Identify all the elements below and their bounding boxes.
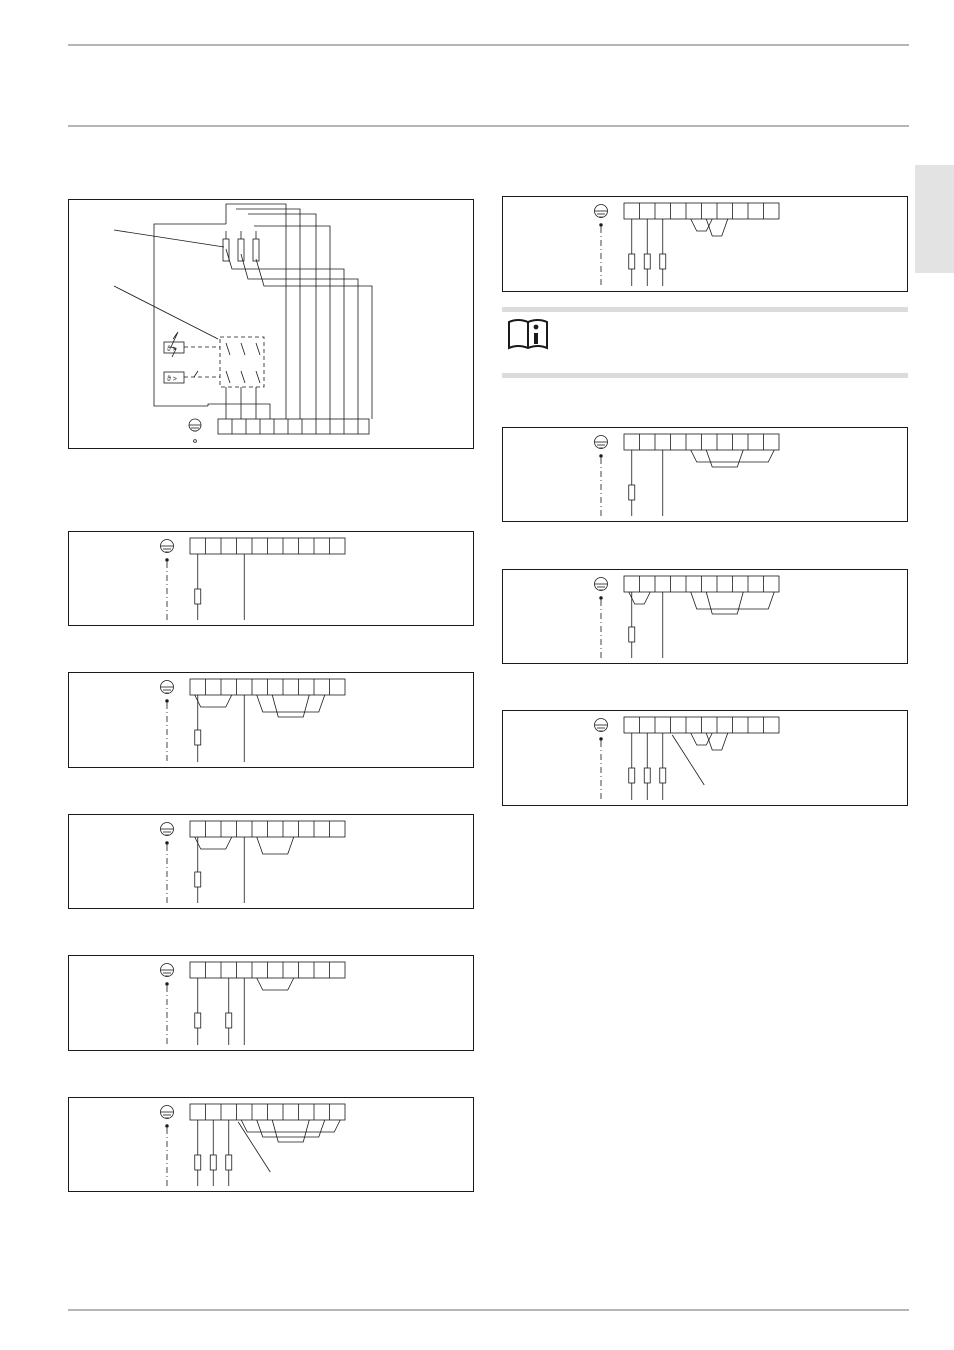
earth-terminal <box>600 455 603 458</box>
bridge-link <box>257 1120 325 1137</box>
earth-terminal <box>166 842 169 845</box>
note-bar-bottom <box>502 373 908 378</box>
fuse <box>660 254 666 269</box>
fuse <box>629 627 635 642</box>
earth-terminal <box>166 1125 169 1128</box>
earth-terminal <box>600 224 603 227</box>
bridge-link <box>691 592 775 609</box>
earth-terminal <box>166 700 169 703</box>
bridge-link <box>272 1120 309 1142</box>
callout-leader <box>672 735 704 785</box>
earth-terminal <box>600 597 603 600</box>
header-rule-bottom <box>68 125 909 127</box>
wiring-diagram-6 <box>502 196 908 292</box>
wiring-diagram-8 <box>502 569 908 664</box>
bridge-link <box>706 450 743 467</box>
svg-text:ϑ >: ϑ > <box>167 376 177 383</box>
main-wiring-diagram <box>68 199 474 449</box>
wiring-diagram-5 <box>68 1097 474 1192</box>
fuse <box>644 254 650 269</box>
fuse <box>195 1013 201 1028</box>
bridge-link <box>691 219 713 231</box>
fuse <box>195 589 201 604</box>
fuse <box>660 768 666 783</box>
bridge-link <box>706 219 728 236</box>
bridge-link <box>691 733 713 745</box>
svg-text:ϑ >: ϑ > <box>167 346 177 353</box>
bridge-link <box>257 695 325 712</box>
diagram-frame <box>69 673 474 768</box>
fuse <box>195 1155 201 1170</box>
fuse <box>210 1155 216 1170</box>
diagram-frame <box>69 815 474 909</box>
wiring-diagram-3 <box>68 814 474 909</box>
diagram-frame <box>503 711 908 806</box>
wiring-diagram-9 <box>502 710 908 806</box>
fuse <box>629 254 635 269</box>
bridge-link <box>195 837 232 849</box>
callout-leader <box>238 1122 270 1172</box>
diagram-frame <box>503 428 908 522</box>
note-bar-top <box>502 307 908 312</box>
earth-terminal <box>166 983 169 986</box>
bridge-link <box>691 450 775 462</box>
diagram-frame <box>503 570 908 664</box>
diagram-frame <box>503 197 908 292</box>
fuse <box>629 768 635 783</box>
fuse <box>226 1013 232 1028</box>
fuse <box>644 768 650 783</box>
wiring-diagram-1 <box>68 531 474 626</box>
section-tab <box>915 165 954 273</box>
wiring-diagram-2 <box>68 672 474 768</box>
bridge-link <box>706 592 743 614</box>
earth-terminal <box>600 738 603 741</box>
diagram-frame <box>69 532 474 626</box>
fuse <box>195 730 201 745</box>
diagram-frame <box>69 956 474 1051</box>
wiring-diagram-7 <box>502 427 908 522</box>
diagram-frame <box>69 1098 474 1192</box>
bridge-link <box>257 837 294 854</box>
book-info-icon <box>506 316 550 352</box>
fuse <box>195 872 201 887</box>
footer-rule <box>68 1309 909 1311</box>
earth-terminal <box>166 559 169 562</box>
bridge-link <box>195 695 232 707</box>
wiring-diagram-4 <box>68 955 474 1051</box>
fuse <box>226 1155 232 1170</box>
bridge-link <box>241 1120 340 1132</box>
bridge-link <box>257 978 294 990</box>
fuse <box>629 485 635 500</box>
header-rule-top <box>68 44 909 46</box>
bridge-link <box>706 733 728 750</box>
bridge-link <box>272 695 309 717</box>
